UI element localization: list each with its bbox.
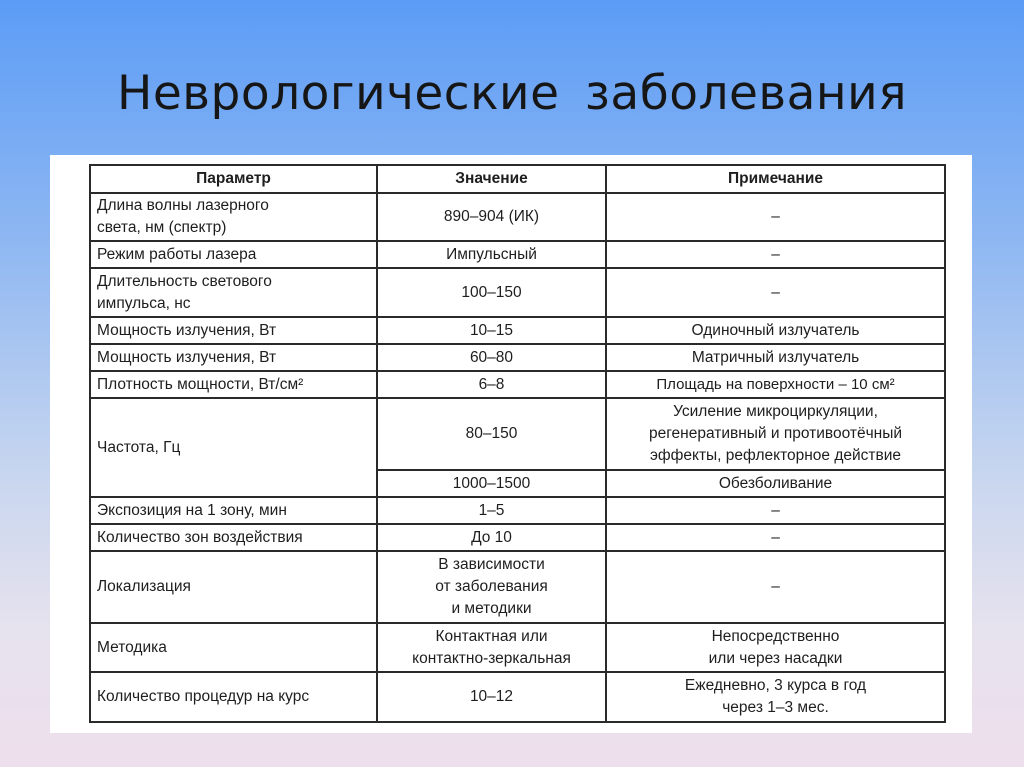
value-cell: Контактная или контактно-зеркальная	[377, 623, 606, 672]
note-cell: –	[606, 268, 945, 317]
note-cell: Непосредственно или через насадки	[606, 623, 945, 672]
value-cell: Импульсный	[377, 241, 606, 268]
value-cell: 80–150	[377, 398, 606, 470]
value-cell: В зависимости от заболевания и методики	[377, 551, 606, 623]
table-header-row	[90, 165, 945, 193]
value-cell: 6–8	[377, 371, 606, 398]
note-cell: Площадь на поверхности – 10 см²	[606, 371, 945, 398]
parameters-table	[89, 164, 946, 723]
table-row	[90, 193, 945, 241]
note-cell: Ежедневно, 3 курса в год через 1–3 мес.	[606, 672, 945, 722]
param-cell: Мощность излучения, Вт	[90, 344, 377, 371]
param-cell: Режим работы лазера	[90, 241, 377, 268]
param-cell: Экспозиция на 1 зону, мин	[90, 497, 377, 524]
table-row	[90, 344, 945, 371]
param-cell: Длительность светового импульса, нс	[90, 268, 377, 317]
header-param: Параметр	[90, 165, 377, 193]
table-row	[90, 268, 945, 317]
value-cell: 10–15	[377, 317, 606, 344]
value-cell: 100–150	[377, 268, 606, 317]
value-cell: 1000–1500	[377, 470, 606, 497]
note-cell: –	[606, 497, 945, 524]
note-cell: Одиночный излучатель	[606, 317, 945, 344]
param-cell: Локализация	[90, 551, 377, 623]
value-cell: 60–80	[377, 344, 606, 371]
note-cell: Усиление микроциркуляции, регенеративный и противоотёчный эффекты, рефлекторное действие	[606, 398, 945, 470]
table-row	[90, 317, 945, 344]
table-row	[90, 398, 945, 470]
table-row	[90, 623, 945, 672]
note-cell: –	[606, 551, 945, 623]
note-cell: Матричный излучатель	[606, 344, 945, 371]
note-cell: –	[606, 241, 945, 268]
table-row	[90, 524, 945, 551]
param-cell: Методика	[90, 623, 377, 672]
param-cell: Частота, Гц	[90, 398, 377, 497]
header-note: Примечание	[606, 165, 945, 193]
param-cell: Мощность излучения, Вт	[90, 317, 377, 344]
value-cell: До 10	[377, 524, 606, 551]
param-cell: Плотность мощности, Вт/см²	[90, 371, 377, 398]
table-row	[90, 497, 945, 524]
note-cell: Обезболивание	[606, 470, 945, 497]
slide-title: Неврологические заболевания	[117, 66, 907, 121]
table-row	[90, 241, 945, 268]
table-row	[90, 551, 945, 623]
value-cell: 1–5	[377, 497, 606, 524]
note-cell: –	[606, 524, 945, 551]
table-row	[90, 672, 945, 722]
param-cell: Количество зон воздействия	[90, 524, 377, 551]
header-value: Значение	[377, 165, 606, 193]
note-cell: –	[606, 193, 945, 241]
table-row	[90, 371, 945, 398]
value-cell: 10–12	[377, 672, 606, 722]
param-cell: Количество процедур на курс	[90, 672, 377, 722]
param-cell: Длина волны лазерного света, нм (спектр)	[90, 193, 377, 241]
value-cell: 890–904 (ИК)	[377, 193, 606, 241]
